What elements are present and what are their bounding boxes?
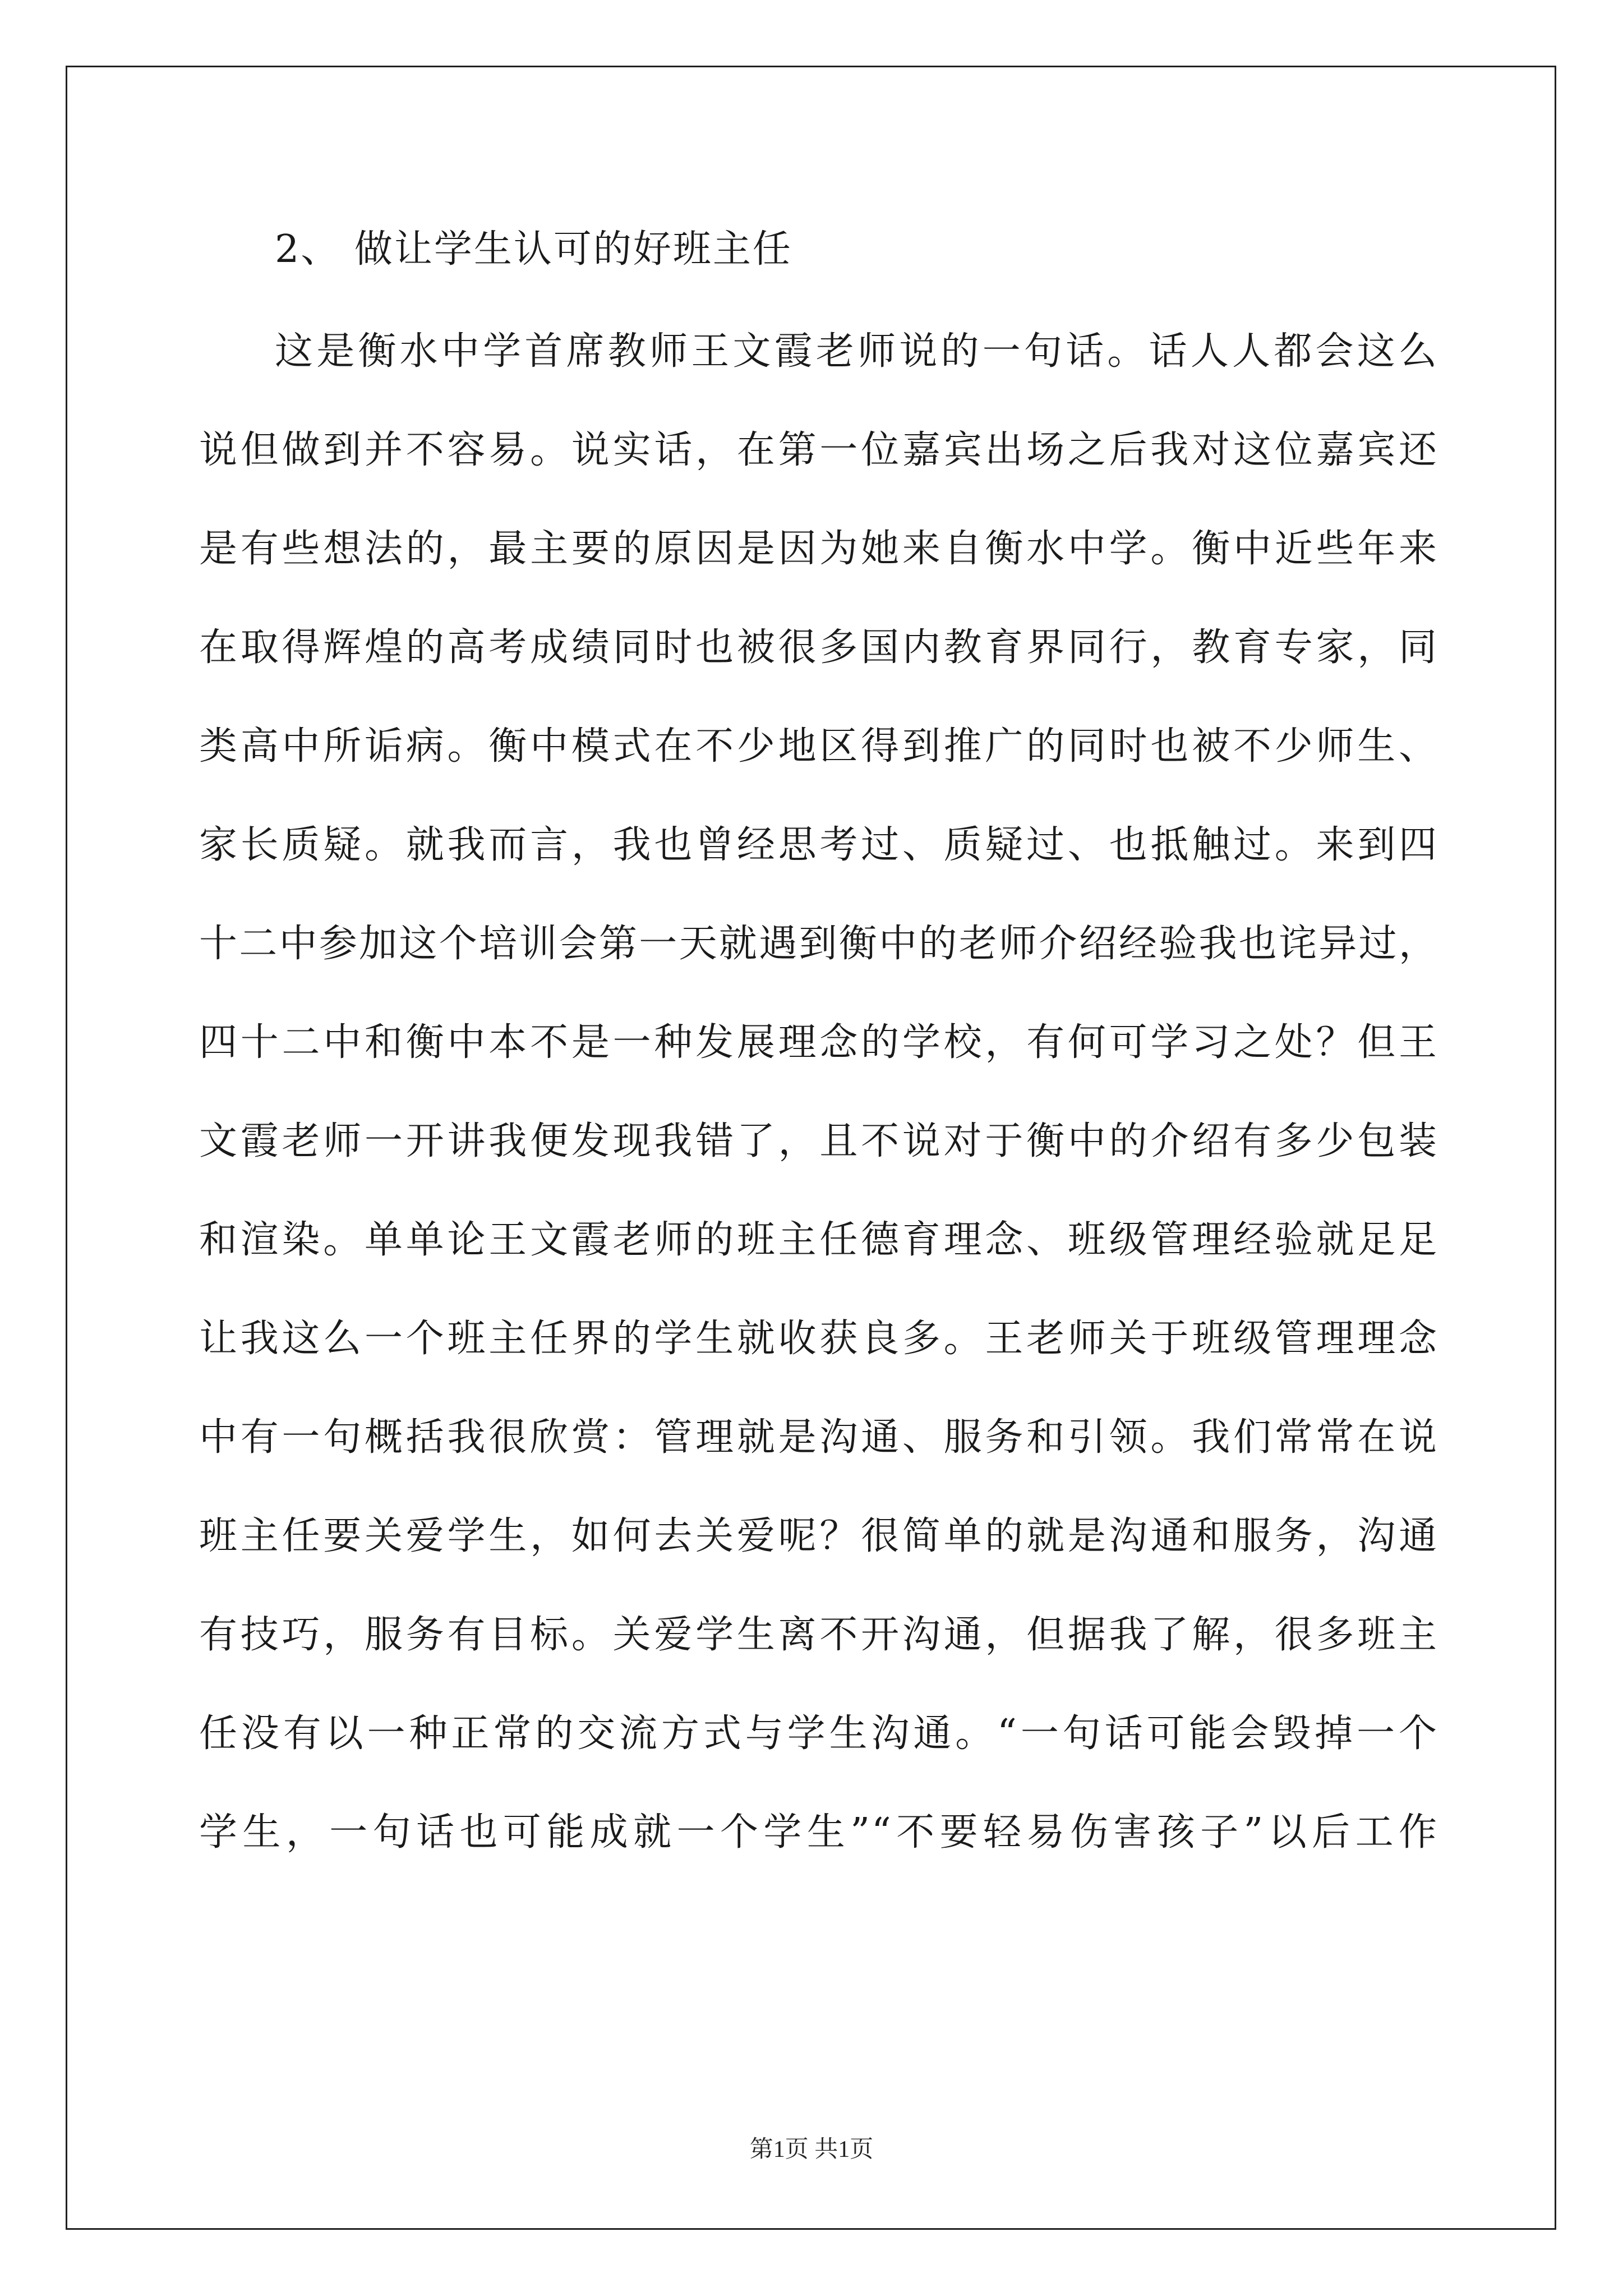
body-line-9: 文霞老师一开讲我便发现我错了，且不说对于衡中的介绍有多少包装: [199, 1119, 1438, 1163]
body-line-8: 四十二中和衡中本不是一种发展理念的学校，有何可学习之处？但王: [199, 1020, 1438, 1065]
section-heading: 2、 做让学生认可的好班主任: [275, 227, 792, 272]
body-line-15: 任没有以一种正常的交流方式与学生沟通。“一句话可能会毁掉一个: [199, 1711, 1438, 1756]
body-line-4: 在取得辉煌的高考成绩同时也被很多国内教育界同行，教育专家，同: [199, 625, 1438, 670]
body-line-7: 十二中参加这个培训会第一天就遇到衡中的老师介绍经验我也诧异过，: [199, 922, 1438, 966]
body-line-13: 班主任要关爱学生，如何去关爱呢？很简单的就是沟通和服务，沟通: [199, 1514, 1438, 1558]
body-line-14: 有技巧，服务有目标。关爱学生离不开沟通，但据我了解，很多班主: [199, 1613, 1438, 1657]
body-line-5: 类高中所诟病。衡中模式在不少地区得到推广的同时也被不少师生、: [199, 724, 1438, 769]
body-line-1: 这是衡水中学首席教师王文霞老师说的一句话。话人人都会这么: [275, 329, 1438, 374]
page-number-footer: 第1页 共1页: [749, 2137, 874, 2162]
body-line-10: 和渲染。单单论王文霞老师的班主任德育理念、班级管理经验就足足: [199, 1218, 1438, 1262]
body-line-6: 家长质疑。就我而言，我也曾经思考过、质疑过、也抵触过。来到四: [199, 823, 1438, 867]
body-line-2: 说但做到并不容易。说实话，在第一位嘉宾出场之后我对这位嘉宾还: [199, 428, 1438, 472]
body-line-3: 是有些想法的，最主要的原因是因为她来自衡水中学。衡中近些年来: [199, 527, 1438, 571]
body-line-12: 中有一句概括我很欣赏：管理就是沟通、服务和引领。我们常常在说: [199, 1415, 1438, 1460]
body-line-16: 学生，一句话也可能成就一个学生”“不要轻易伤害孩子”以后工作: [199, 1810, 1438, 1855]
body-line-11: 让我这么一个班主任界的学生就收获良多。王老师关于班级管理理念: [199, 1317, 1438, 1361]
